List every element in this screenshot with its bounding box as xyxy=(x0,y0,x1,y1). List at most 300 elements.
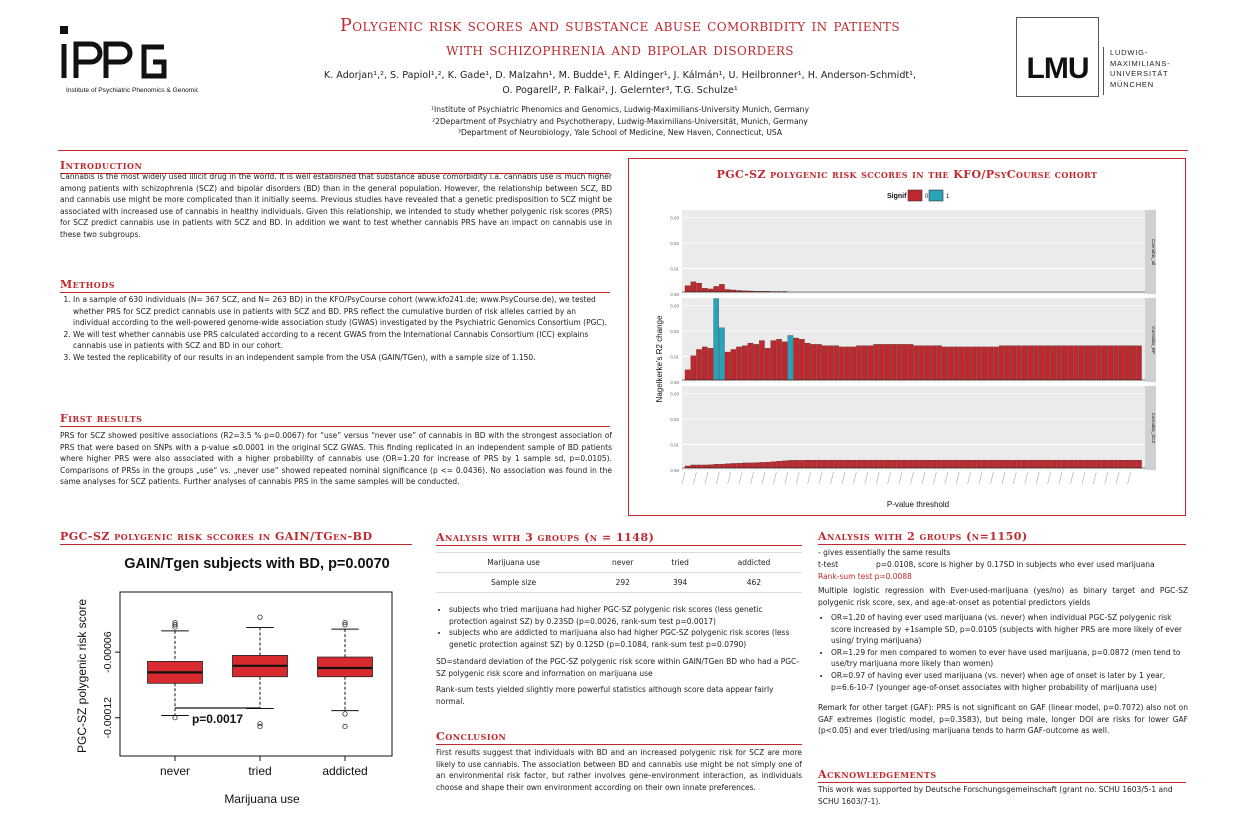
bar xyxy=(702,288,707,292)
bar xyxy=(982,347,987,380)
bar xyxy=(856,346,861,380)
kfo-xlabel: P-value threshold xyxy=(886,500,950,509)
bar xyxy=(725,464,730,468)
bar xyxy=(1022,346,1027,380)
gain-ylabel: PGC-SZ polygenic risk score xyxy=(75,598,89,754)
bar xyxy=(788,460,793,468)
bar xyxy=(822,346,827,380)
bar xyxy=(742,346,747,380)
outlier-point xyxy=(343,712,347,716)
x-tick-label xyxy=(956,472,959,484)
bar xyxy=(1113,346,1118,380)
bar xyxy=(959,347,964,380)
gain-chart-title: GAIN/Tgen subjects with BD, p=0.0070 xyxy=(124,556,390,572)
bar xyxy=(759,341,764,380)
introduction-text: Cannabis is the most widely used illicit drug in the world. It is well established that substance abuse comorbidity i.a. cannabis use is much higher among patients with schizophrenia (SCZ) and bipolar disorders (BD) than in the general population. However, the relationship between SCZ, BD and cannabis use might be more complicated than it initially seems. Previous studies have revealed that a genetic predisposition to SCZ might be associated with increased use of cannabis in healthy individuals. Given this relationship, we intended to study whether polygenic risk scores (PRS) for SCZ predict cannabis use in patients with SCZ and BD. In addition we want to test whether cannabis PRS have an impact on cannabis use in these two subgroups. xyxy=(60,172,612,239)
x-tick-label xyxy=(922,472,925,484)
bar xyxy=(811,460,816,468)
bar xyxy=(1136,460,1141,468)
analysis2-line1: - gives essentially the same results xyxy=(818,548,951,557)
ranksum-line: Rank-sum test p=0.0088 xyxy=(818,572,912,581)
bar xyxy=(965,460,970,468)
bar xyxy=(782,461,787,468)
bar xyxy=(1068,460,1073,468)
x-tick-label xyxy=(945,472,948,484)
bar xyxy=(885,344,890,380)
analysis3-bullet: • subjects who are addicted to marijuana also had higher PGC-SZ polygenic risk scores (less genetic protection against SZ) by 0.12SD (p=0.1084, rank-sum test p=0.0790) xyxy=(449,627,802,650)
y-tick-label: 0.02 xyxy=(670,241,679,247)
legend-label-1: 1 xyxy=(946,194,950,200)
bar xyxy=(1056,460,1061,468)
bar xyxy=(919,346,924,380)
y-tick-label: 0.01 xyxy=(670,354,679,360)
y-tick-label: 0.02 xyxy=(670,329,679,335)
bar xyxy=(1108,460,1113,468)
bar xyxy=(754,463,759,468)
bar xyxy=(988,460,993,468)
bar xyxy=(931,460,936,468)
x-tick-label: never xyxy=(159,764,191,778)
bar xyxy=(776,339,781,380)
bar xyxy=(1073,460,1078,468)
x-tick-label xyxy=(762,472,765,484)
conclusion-text: First results suggest that individuals with BD and an increased polygenic risk for SCZ are more likely to use cannabis. The association between BD and cannabis use might be not simply one of an environmental risk factor, but rather involves gene–environment interaction, as individuals choose and shape their own environment according on their own innate preferences. xyxy=(436,748,802,792)
x-tick-label xyxy=(853,472,856,484)
x-tick-label xyxy=(1036,472,1039,484)
analysis3-note-1: SD=standard deviation of the PGC-SZ polygenic risk score within GAIN/TGen BD who had a PGC-SZ polygenic risk score and information on marijuana use xyxy=(436,657,799,678)
bar xyxy=(834,460,839,468)
affiliation-3: ³Department of Neurobiology, Yale School of Medicine, New Haven, Connecticut, USA xyxy=(457,128,783,137)
lmu-name-line: MÜNCHEN xyxy=(1110,79,1154,89)
bar xyxy=(708,348,713,380)
bar xyxy=(1062,346,1067,380)
lmu-logo-letters: LMU xyxy=(1026,52,1089,85)
section-rule xyxy=(818,544,1186,545)
y-tick-label: -0.00012 xyxy=(102,697,114,739)
bar xyxy=(931,346,936,380)
analysis2-intro: Multiple logistic regression with Ever-used-marijuana (yes/no) as binary target and PGC-SZ polygenic risk score, sex, and age-at-onset as potential predictors yields xyxy=(818,586,1188,607)
bar xyxy=(1119,460,1124,468)
table-header-cell: Marijuana use xyxy=(436,553,591,573)
section-rule xyxy=(818,782,1186,783)
acknowledgements-text: This work was supported by Deutsche Forschungsgemeinschaft (grant no. SCHU 1603/5-1 and SCHU 1603/7-1). xyxy=(818,785,1173,806)
outlier-point xyxy=(343,724,347,728)
x-tick-label xyxy=(979,472,982,484)
table-cell: 462 xyxy=(706,573,802,593)
authors-line-1: K. Adorjan¹,², S. Papiol¹,², K. Gade¹, D. Malzahn¹, M. Budde¹, F. Aldinger¹, J. Kálmán¹, U. Heilbronner¹, H. Anderson-Schmidt¹, xyxy=(323,70,917,81)
bar xyxy=(765,462,770,468)
bar xyxy=(993,460,998,468)
section-rule xyxy=(60,426,610,427)
bar xyxy=(725,289,730,292)
facet-label: Cannabis_SCZ xyxy=(1151,412,1156,444)
y-tick-label: -0.00006 xyxy=(102,631,114,673)
table-header-cell: never xyxy=(591,553,654,573)
x-tick-label xyxy=(1059,472,1062,484)
authors-line-2: O. Pogarell², P. Falkai², J. Gelernter³, T.G. Schulze¹ xyxy=(502,85,738,96)
bar xyxy=(1016,460,1021,468)
x-tick-label xyxy=(1105,472,1108,484)
x-tick-label xyxy=(1048,472,1051,484)
bar xyxy=(1079,460,1084,468)
bar xyxy=(714,299,719,380)
bar xyxy=(1125,460,1130,468)
lmu-name-line: UNIVERSITÄT xyxy=(1110,69,1169,78)
bar xyxy=(708,465,713,468)
analysis2-bullets xyxy=(818,612,1188,693)
x-tick-label xyxy=(1025,472,1028,484)
section-rule xyxy=(60,544,412,545)
bar xyxy=(1033,460,1038,468)
bar xyxy=(839,460,844,468)
bar xyxy=(714,464,719,468)
bar xyxy=(714,286,719,292)
bar xyxy=(919,460,924,468)
bar xyxy=(851,347,856,380)
x-tick-label xyxy=(716,472,719,484)
sample-size-table xyxy=(436,552,802,593)
bar xyxy=(1011,460,1016,468)
bar xyxy=(794,338,799,380)
x-tick-label xyxy=(1002,472,1005,484)
section-rule xyxy=(60,292,610,293)
x-tick-label xyxy=(751,472,754,484)
ttest-line xyxy=(818,559,1188,571)
bar xyxy=(976,347,981,380)
bar xyxy=(1011,346,1016,380)
methods-item: 1. In a sample of 630 individuals (N= 367 SCZ, and N= 263 BD) in the KFO/PsyCourse cohort (www.kfo241.de; www.PsyCourse.de), we tested whether PRS for SCZ predict cannabis use in patients with SCZ and BD. PRS reflect the cumulative burden of risk alleles carried by an individual according to the well-powered genome-wide association study (GWAS) investigated by the Psychiatric Genomics Consortium (PGC). xyxy=(73,294,612,329)
bar xyxy=(845,347,850,380)
bar xyxy=(902,460,907,468)
bar xyxy=(856,460,861,468)
legend-swatch-0 xyxy=(908,190,922,201)
bar xyxy=(1108,346,1113,380)
bar xyxy=(902,344,907,380)
bar xyxy=(834,346,839,380)
bar xyxy=(1096,346,1101,380)
analysis2-bullet: • OR=1.29 for men compared to women to ever have used marijuana, p=0.0872 (men tend to use/try marijuana more likely than women) xyxy=(831,647,1188,670)
bar xyxy=(1028,346,1033,380)
table-cell: 394 xyxy=(654,573,705,593)
x-tick-label xyxy=(911,472,914,484)
bar xyxy=(839,347,844,380)
first-results-heading: First results xyxy=(60,412,143,425)
x-tick-label: addicted xyxy=(322,764,368,778)
header-rule xyxy=(58,150,1188,151)
bar xyxy=(1045,460,1050,468)
bar xyxy=(948,347,953,380)
bar xyxy=(742,463,747,468)
bar xyxy=(1033,346,1038,380)
bar xyxy=(1073,346,1078,380)
bar xyxy=(1022,460,1027,468)
bar xyxy=(736,347,741,380)
bar xyxy=(1096,460,1101,468)
conclusion-heading: Conclusion xyxy=(436,730,507,743)
bar xyxy=(805,460,810,468)
bar xyxy=(942,347,947,380)
bar xyxy=(782,342,787,380)
table-header-cell: tried xyxy=(654,553,705,573)
bar xyxy=(976,460,981,468)
methods-list xyxy=(60,294,612,364)
bar xyxy=(891,344,896,380)
bar xyxy=(696,465,701,468)
lmu-name-line: MAXIMILIANS- xyxy=(1110,58,1171,68)
bar xyxy=(942,460,947,468)
legend-label-0: 0 xyxy=(925,194,929,200)
bar xyxy=(685,370,690,380)
bar xyxy=(862,346,867,380)
bar xyxy=(965,347,970,380)
bar xyxy=(914,460,919,468)
x-tick-label xyxy=(899,472,902,484)
bar xyxy=(1125,346,1130,380)
x-tick-label xyxy=(831,472,834,484)
x-tick-label xyxy=(728,472,731,484)
bar xyxy=(999,346,1004,380)
y-tick-label: 0.01 xyxy=(670,442,679,448)
table-header-cell: addicted xyxy=(706,553,802,573)
bar xyxy=(816,344,821,380)
bar xyxy=(1051,346,1056,380)
legend-title: Signif xyxy=(887,193,907,200)
bar xyxy=(948,460,953,468)
x-tick-label xyxy=(705,472,708,484)
bar xyxy=(776,461,781,468)
bar xyxy=(885,460,890,468)
bar xyxy=(953,460,958,468)
bar xyxy=(999,460,1004,468)
bar xyxy=(936,346,941,380)
y-tick-label: 0.00 xyxy=(670,468,679,473)
y-tick-label: 0.00 xyxy=(670,380,679,385)
bar xyxy=(896,344,901,380)
gain-xlabel: Marijuana use xyxy=(224,792,300,806)
facet-label: Cannabis_all xyxy=(1151,238,1156,266)
bar xyxy=(1045,346,1050,380)
bar xyxy=(925,460,930,468)
bar xyxy=(748,343,753,380)
lmu-name-line: LUDWIG- xyxy=(1110,48,1149,57)
bar xyxy=(822,460,827,468)
analysis3-bullets xyxy=(436,604,802,650)
bar xyxy=(1005,460,1010,468)
y-tick-label: 0.03 xyxy=(670,215,679,221)
bar xyxy=(1091,460,1096,468)
bar xyxy=(1136,346,1141,380)
bar xyxy=(685,466,690,468)
bar xyxy=(868,346,873,380)
outlier-point xyxy=(258,615,262,619)
facet-label: Cannabis_BP xyxy=(1151,326,1156,354)
gain-boxplot xyxy=(62,574,422,814)
kfo-facets xyxy=(670,210,1156,484)
bar xyxy=(908,344,913,380)
gain-heading: PGC-SZ polygenic risk sccores in GAIN/TGen-BD xyxy=(60,530,373,543)
affiliations xyxy=(250,104,990,139)
poster-title xyxy=(250,14,990,62)
acknowledgements-heading: Acknowledgements xyxy=(818,768,937,781)
analysis3-bullet: • subjects who tried marijuana had higher PGC-SZ polygenic risk scores (less genetic protection against SZ) by 0.23SD (p=0.0026, rank-sum test p=0.0017) xyxy=(449,604,802,627)
bar xyxy=(816,460,821,468)
bar xyxy=(874,344,879,380)
bar xyxy=(805,343,810,380)
y-tick-label: 0.03 xyxy=(670,391,679,397)
table-header-row xyxy=(436,553,802,573)
bar xyxy=(1039,460,1044,468)
bar xyxy=(759,462,764,468)
x-tick-label xyxy=(1116,472,1119,484)
bar xyxy=(925,346,930,380)
bar xyxy=(702,347,707,380)
table-cell: Sample size xyxy=(436,573,591,593)
x-tick-label xyxy=(865,472,868,484)
title-line-1: Polygenic risk scores and substance abuse comorbidity in patients xyxy=(340,16,900,36)
bar xyxy=(1005,346,1010,380)
bar xyxy=(993,347,998,380)
bar xyxy=(936,460,941,468)
y-tick-label: 0.03 xyxy=(670,303,679,309)
outlier-point xyxy=(173,716,177,720)
bar xyxy=(959,460,964,468)
bar xyxy=(971,460,976,468)
x-tick-label xyxy=(1070,472,1073,484)
x-tick-label xyxy=(785,472,788,484)
table-cell: 292 xyxy=(591,573,654,593)
x-tick-label: tried xyxy=(248,764,272,778)
ippg-logo-subtitle: Institute of Psychiatric Phenomics & Genomics xyxy=(66,87,198,94)
table-row xyxy=(436,573,802,593)
x-tick-label xyxy=(693,472,696,484)
bar xyxy=(908,460,913,468)
bar xyxy=(691,356,696,380)
kfo-ylabel: Nagelkerke's R2 change xyxy=(655,315,664,403)
lmu-divider xyxy=(1103,47,1104,95)
bar xyxy=(1062,460,1067,468)
x-tick-label xyxy=(796,472,799,484)
bar xyxy=(1028,460,1033,468)
bar xyxy=(685,286,690,292)
affiliation-2: ²2Department of Psychiatry and Psychotherapy, Ludwig-Maximilians-Universität, Munich, Germany xyxy=(432,116,808,126)
affiliation-1: ¹Institute of Psychiatric Phenomics and Genomics, Ludwig-Maximilians-University Munich, Germany xyxy=(431,105,809,114)
bar xyxy=(1102,460,1107,468)
title-line-2: with schizophrenia and bipolar disorders xyxy=(446,40,794,60)
kfo-facet-chart xyxy=(640,184,1160,514)
bar xyxy=(719,464,724,468)
bar xyxy=(1051,460,1056,468)
bar xyxy=(1085,346,1090,380)
bar xyxy=(971,347,976,380)
x-tick-label xyxy=(876,472,879,484)
ippg-logo-mark xyxy=(58,14,198,96)
first-results-text: PRS for SCZ showed positive associations (R2=3.5 % p=0.0067) for “use” versus “never use” of cannabis in BD with the strongest association of PRS that were based on SNPs with a p-value ≤0.0001 in the original SCZ GWAS. This finding replicated in an independent sample of BD patients where higher PRS were also associated with a higher probability of cannabis use (OR=1.20 for increase of PRS by 1 sample sd, p=0.0105). Comparisons of PRSs in the groups „use“ vs. „never use“ showed repeated nominal significance (p <= 0.0436). No association was found in the same analyses for SCZ patients. Further analyses of cannabis PRS in the same samples will be conducted. xyxy=(60,431,612,487)
bar xyxy=(748,463,753,468)
x-tick-label xyxy=(808,472,811,484)
bar xyxy=(799,339,804,380)
bar xyxy=(828,460,833,468)
x-tick-label xyxy=(682,472,685,484)
y-tick-label: 0.01 xyxy=(670,266,679,272)
bar xyxy=(811,344,816,380)
y-tick-label: 0.02 xyxy=(670,417,679,423)
bar xyxy=(914,346,919,380)
bar xyxy=(691,465,696,468)
lmu-logo xyxy=(1016,17,1099,97)
bar xyxy=(1131,346,1136,380)
bar xyxy=(771,341,776,380)
analysis2-heading: Analysis with 2 groups (n=1150) xyxy=(818,530,1028,543)
section-rule xyxy=(436,545,802,546)
bar xyxy=(851,460,856,468)
bar xyxy=(719,328,724,380)
bar xyxy=(828,346,833,380)
bar xyxy=(719,284,724,292)
bar xyxy=(874,460,879,468)
ttest-text: p=0.0108, score is higher by 0.17SD in subjects who ever used marijuana xyxy=(876,560,1155,569)
analysis3-note-2: Rank-sum tests yielded slightly more powerful statistics although score data appear fairly normal. xyxy=(436,685,774,706)
bar xyxy=(788,335,793,380)
bar xyxy=(982,460,987,468)
x-tick-label xyxy=(990,472,993,484)
gain-plot xyxy=(102,592,392,778)
x-tick-label xyxy=(842,472,845,484)
bar xyxy=(845,460,850,468)
analysis2-bullet: • OR=1.20 of having ever used marijuana (vs. never) when individual PGC-SZ polygenic risk score increased by +1sample SD, p=0.0105 (subjects with higher PRS are more likely of ever using/ trying marijuana) xyxy=(831,612,1188,647)
x-tick-label xyxy=(773,472,776,484)
bar xyxy=(794,460,799,468)
y-tick-label: 0.00 xyxy=(670,292,679,297)
bar xyxy=(1091,346,1096,380)
bar xyxy=(736,463,741,468)
bar xyxy=(731,463,736,468)
bar xyxy=(891,460,896,468)
x-tick-label xyxy=(1082,472,1085,484)
authors xyxy=(250,68,990,98)
bar xyxy=(799,460,804,468)
outlier-point xyxy=(258,724,262,728)
bar xyxy=(1119,346,1124,380)
facet-panel xyxy=(682,210,1145,294)
bar xyxy=(696,283,701,292)
bar xyxy=(1068,346,1073,380)
gaf-remark: Remark for other target (GAF): PRS is not significant on GAF (linear model, p=0.7072) also not on GAF extremes (logistic model, p=0.3583), but being male, longer DOI are risks for lower GAF (p<0.05) and ever tried/using marijuana tends to harm GAF-outcome as well. xyxy=(818,703,1188,736)
bar xyxy=(731,290,736,292)
x-tick-label xyxy=(1128,472,1131,484)
bar xyxy=(1102,346,1107,380)
bar xyxy=(702,465,707,468)
methods-heading: Methods xyxy=(60,278,115,291)
bar xyxy=(896,460,901,468)
bar xyxy=(868,460,873,468)
bar xyxy=(1056,346,1061,380)
methods-item: 2. We will test whether cannabis use PRS calculated according to a recent GWAS from the International Cannabis Consortium (ICC) explains cannabis use in patients with SCZ and BD in our cohort. xyxy=(73,329,612,352)
bar xyxy=(1079,346,1084,380)
x-tick-label xyxy=(1013,472,1016,484)
analysis2-bullet: • OR=0.97 of having ever used marijuana (vs. never) when age of onset is later by 1 year, p=6.6-10-7 (younger age-of-onset associates with higher probability of marijuana use) xyxy=(831,670,1188,693)
x-tick-label xyxy=(968,472,971,484)
bar xyxy=(988,347,993,380)
ippg-logo xyxy=(58,14,198,96)
bar xyxy=(771,462,776,468)
bar xyxy=(879,344,884,380)
bar xyxy=(708,289,713,292)
bar xyxy=(765,348,770,380)
kfo-chart-title: PGC-SZ polygenic risk sccores in the KFO/PsyCourse cohort xyxy=(716,168,1098,181)
legend-swatch-1 xyxy=(929,190,943,201)
x-tick-label xyxy=(888,472,891,484)
bar xyxy=(1085,460,1090,468)
